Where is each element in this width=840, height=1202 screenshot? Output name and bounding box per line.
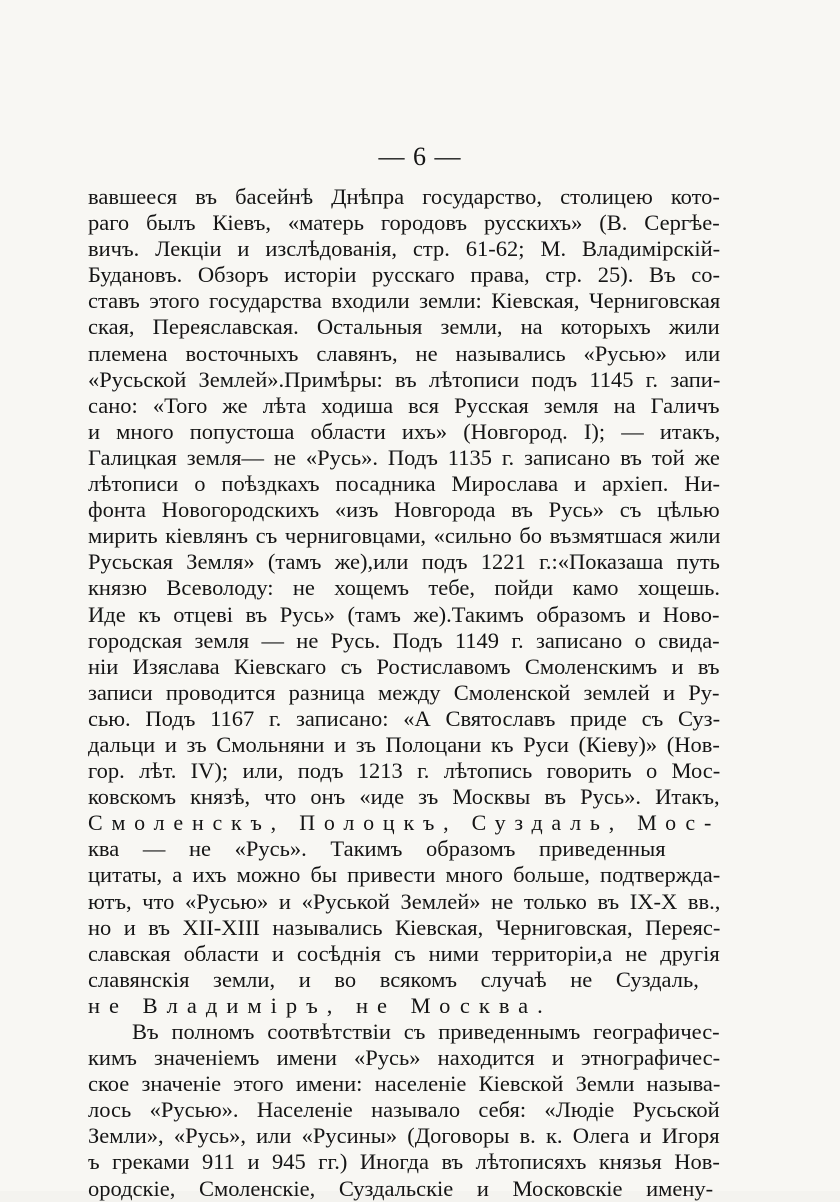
text-line: племена восточныхъ славянъ, не назывались «Русью» или xyxy=(88,340,720,366)
body-text xyxy=(88,184,720,1202)
text-line: славянскія земли, и во всякомъ случаѣ не Суздаль, xyxy=(88,966,699,992)
text-line: вичъ. Лекціи и изслѣдованія, стр. 61-62; М. Владимірскій- xyxy=(88,236,720,262)
text-line: «Русьской Землей».Примѣры: въ лѣтописи подъ 1145 г. запи- xyxy=(88,366,720,392)
text-line: сано: «Того же лѣта ходиша вся Русская земля на Галичъ xyxy=(88,392,720,418)
text-line: городская земля — не Русь. Подъ 1149 г. записано о свида- xyxy=(88,627,720,653)
text-line: мирить кіевлянъ съ черниговцами, «сильно бо възмятшася жили xyxy=(88,523,720,549)
text-line: ородскіе, Смоленскіе, Суздальскіе и Московскіе имену- xyxy=(88,1175,714,1201)
text-line: ютъ, что «Русью» и «Руськой Землей» не только въ IX-X вв., xyxy=(88,888,720,914)
text-line: Будановъ. Обзоръ исторіи русскаго права, стр. 25). Въ со- xyxy=(88,262,720,288)
text-line: и много попустоша области ихъ» (Новгород. I); — итакъ, xyxy=(88,418,720,444)
text-line: Русьская Земля» (тамъ же),или подъ 1221 г.:«Показаша путь xyxy=(88,549,720,575)
text-line: фонта Новогородскихъ «изъ Новгорода въ Русь» съ цѣлью xyxy=(88,497,720,523)
text-line: лѣтописи о поѣздкахъ посадника Мирослава и архіеп. Ни- xyxy=(88,471,720,497)
text-line: ъ греками 911 и 945 гг.) Иногда въ лѣтописяхъ князья Нов- xyxy=(88,1149,720,1175)
text-line: сью. Подъ 1167 г. записано: «А Святославъ приде съ Суз- xyxy=(88,705,720,731)
text-line: лось «Русью». Населеніе называло себя: «Людіе Русьской xyxy=(88,1097,720,1123)
paragraph-first-line: Въ полномъ соотвѣтствіи съ приведеннымъ географичес- xyxy=(132,1019,720,1044)
text-line: ская, Переяславская. Остальныя земли, на которыхъ жили xyxy=(88,314,720,340)
text-line: ское значеніе этого имени: населеніе Кіевской Земли называ- xyxy=(88,1071,720,1097)
text-line: Галицкая земля— не «Русь». Подъ 1135 г. записано въ той же xyxy=(88,444,720,470)
text-line: князю Всеволоду: не хощемъ тебе, пойди камо хощешь. xyxy=(88,575,720,601)
text-line: раго былъ Кіевъ, «матерь городовъ русскихъ» (В. Сергѣе- xyxy=(88,210,720,236)
text-line: записи проводится разница между Смоленской землей и Ру- xyxy=(88,679,720,705)
text-line-spaced: Смоленскъ, Полоцкъ, Суздаль, Мос- xyxy=(88,810,720,836)
text-line: Иде къ отцеві въ Русь» (тамъ же).Такимъ образомъ и Ново- xyxy=(88,601,720,627)
text-line: но и въ XII-XIII назывались Кіевская, Черниговская, Переяс- xyxy=(88,914,720,940)
text-line: дальци и зъ Смольняни и зъ Полоцани къ Руси (Кіеву)» (Нов- xyxy=(88,731,720,757)
text-line: цитаты, а ихъ можно бы привести много больше, подтвержда- xyxy=(88,862,720,888)
text-line: ковскомъ князѣ, что онъ «иде зъ Москвы въ Русь». Итакъ, xyxy=(88,784,720,810)
page-number: — 6 — xyxy=(378,142,462,171)
text-line-spaced: не Владиміръ, не Москва. xyxy=(88,992,552,1018)
text-line: славская области и сосѣднія съ ними территоріи,а не другія xyxy=(88,940,720,966)
text-line: гор. лѣт. IV); или, подъ 1213 г. лѣтопись говорить о Мос- xyxy=(88,758,720,784)
text-line: Земли», «Русь», или «Русины» (Договоры в. к. Олега и Игоря xyxy=(88,1123,720,1149)
text-line: ставъ этого государства входили земли: Кіевская, Черниговская xyxy=(88,288,720,314)
text-line: ніи Изяслава Кіевскаго съ Ростиславомъ Смоленскимъ и въ xyxy=(88,653,720,679)
text-line: ква — не «Русь». Такимъ образомъ приведенныя xyxy=(88,836,666,862)
text-line: кимъ значеніемъ имени «Русь» находится и этнографичес- xyxy=(88,1045,720,1071)
text-line: вавшееся въ басейнѣ Днѣпра государство, столицею кото- xyxy=(88,184,720,209)
